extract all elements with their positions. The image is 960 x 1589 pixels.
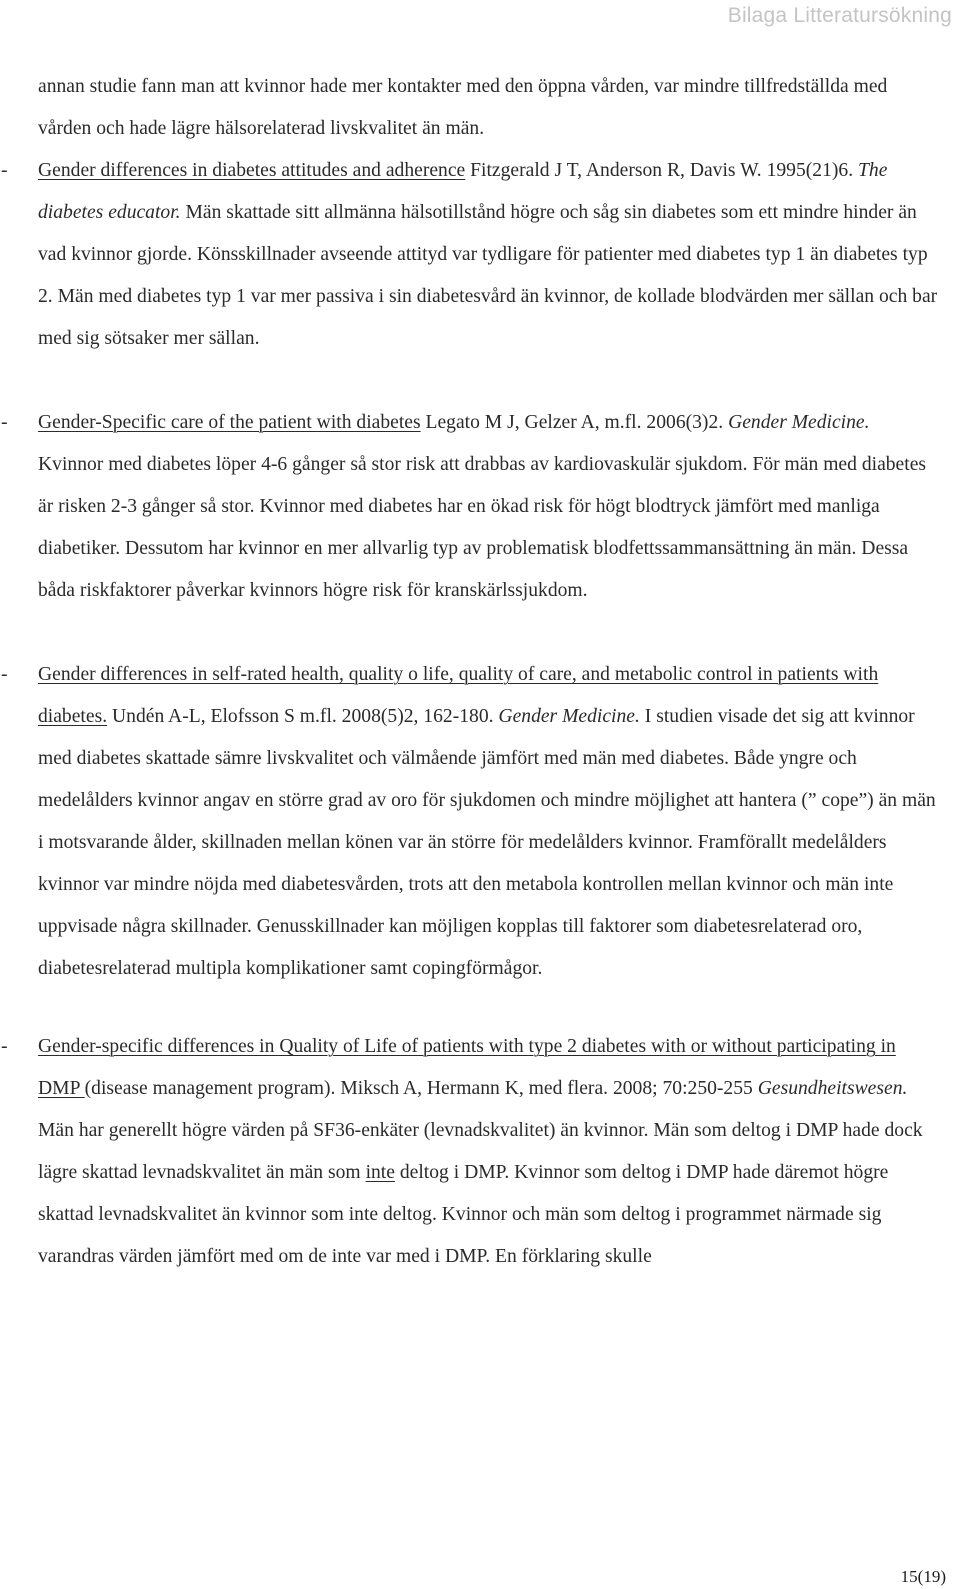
- reference-citation: Legato M J, Gelzer A, m.fl. 2006(3)2.: [420, 412, 729, 433]
- reference-journal: The diabetes educator.: [38, 160, 888, 223]
- intro-paragraph: annan studie fann man att kvinnor hade mer kontakter med den öppna vården, var mindre tillfredställda med vården och hade lägre hälsorelaterad livskvalitet än män.: [38, 76, 888, 139]
- list-dash: -: [1, 412, 8, 433]
- list-dash: -: [1, 160, 8, 181]
- reference-journal: Gesundheitswesen.: [757, 1078, 908, 1099]
- spacer: [38, 990, 938, 1026]
- reference-title: Gender-specific differences in Quality of Life of patients with type 2 diabetes with or without participating in DMP: [38, 1036, 896, 1099]
- spacer: [38, 360, 938, 402]
- reference-summary-part: Män har generellt högre värden på SF36-enkäter (levnadskvalitet) än kvinnor. Män som deltog i DMP hade dock lägre skattad levnadskvalitet än män som: [38, 1120, 923, 1183]
- reference-entry: [1, 654, 938, 990]
- emphasis-underlined: inte: [365, 1162, 395, 1183]
- reference-citation: (disease management program). Miksch A, Hermann K, med flera. 2008; 70:250-255: [84, 1078, 758, 1099]
- reference-citation: Undén A-L, Elofsson S m.fl. 2008(5)2, 162-180.: [107, 706, 499, 727]
- reference-title: Gender differences in self-rated health, quality o life, quality of care, and metabolic control in patients with diabetes.: [38, 664, 879, 727]
- reference-title: Gender-Specific care of the patient with diabetes: [38, 412, 421, 433]
- reference-summary: Män skattade sitt allmänna hälsotillstånd högre och såg sin diabetes som ett mindre hinder än vad kvinnor gjorde. Könsskillnader avseende attityd var tydligare för patienter med diabetes typ 1 än diabetes typ 2. Män med diabetes typ 1 var mer passiva i sin diabetesvård än kvinnor, de kollade blodvärden mer sällan och bar med sig sötsaker mer sällan.: [38, 202, 938, 349]
- reference-summary: I studien visade det sig att kvinnor med diabetes skattade sämre livskvalitet och välmående jämfört med män med diabetes. Både yngre och medelålders kvinnor angav en större grad av oro för sjukdomen och mindre möjlighet att hantera (” cope”) än män i motsvarande ålder, skillnaden mellan könen var än större för medelålders kvinnor. Framförallt medelålders kvinnor var mindre nöjda med diabetesvården, trots att den metabola kontrollen mellan kvinnor och män inte uppvisade några skillnader. Genusskillnader kan möjligen kopplas till faktorer som diabetesrelaterad oro, diabetesrelaterad multipla komplikationer samt copingförmågor.: [38, 706, 936, 979]
- list-dash: -: [1, 664, 8, 685]
- reference-title: Gender differences in diabetes attitudes and adherence: [38, 160, 466, 181]
- reference-summary: Kvinnor med diabetes löper 4-6 gånger så stor risk att drabbas av kardiovaskulär sjukdom. För män med diabetes är risken 2-3 gånger så stor. Kvinnor med diabetes har en ökad risk för högt blodtryck jämfört med manliga diabetiker. Dessutom har kvinnor en mer allvarlig typ av problematisk blodfettssammansättning än män. Dessa båda riskfaktorer påverkar kvinnors högre risk för kranskärlssjukdom.: [38, 454, 927, 601]
- reference-citation: Fitzgerald J T, Anderson R, Davis W. 1995(21)6.: [465, 160, 859, 181]
- spacer: [38, 612, 938, 654]
- page-header: Bilaga Litteratursökning: [727, 4, 952, 27]
- reference-summary-part: deltog i DMP. Kvinnor som deltog i DMP hade däremot högre skattad levnadskvalitet än kvinnor som inte deltog. Kvinnor och män som deltog i programmet närmade sig varandras värden jämfört med om de inte var med i DMP. En förklaring skulle: [38, 1162, 889, 1267]
- page-number: 15(19): [900, 1567, 946, 1586]
- reference-journal: Gender Medicine.: [728, 412, 870, 433]
- reference-entry: [1, 402, 938, 612]
- reference-journal: Gender Medicine.: [498, 706, 640, 727]
- reference-entry: [1, 1026, 938, 1278]
- list-dash: -: [1, 1036, 8, 1057]
- reference-entry: [1, 150, 938, 360]
- document-body: [1, 66, 938, 1278]
